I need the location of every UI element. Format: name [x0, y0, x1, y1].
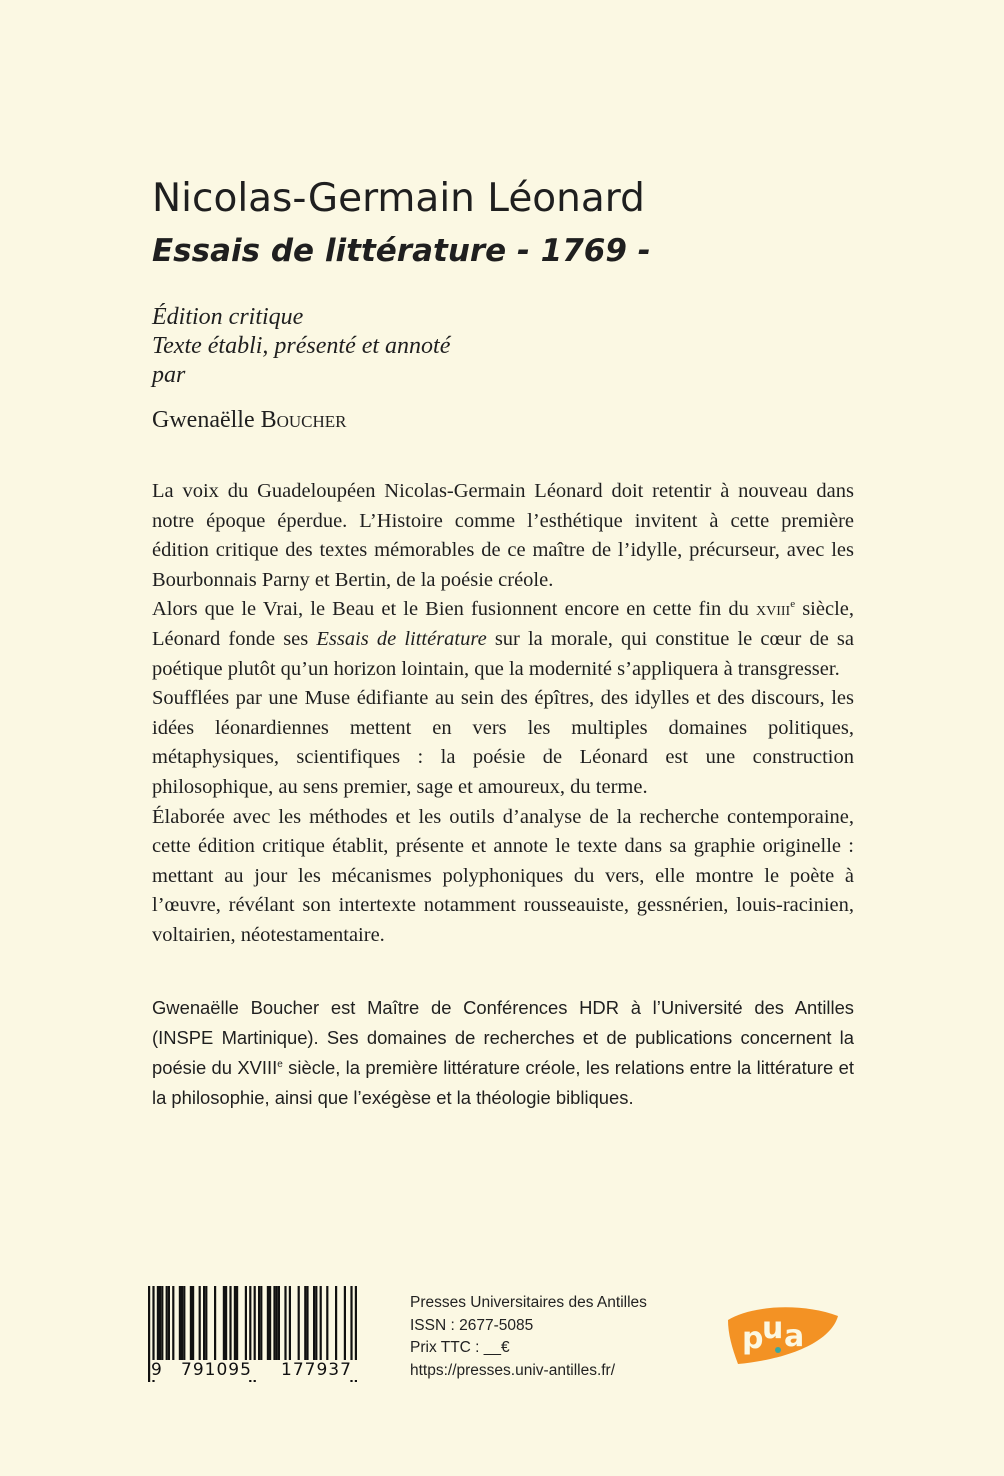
- author-bio: [152, 993, 854, 1113]
- barcode-bar: [236, 1286, 238, 1360]
- barcode-bar: [284, 1286, 286, 1360]
- author-name: Nicolas-Germain Léonard: [152, 176, 645, 221]
- barcode-bar: [304, 1286, 306, 1360]
- barcode-digit-group-left: 791095: [181, 1360, 252, 1380]
- svg-text:u: u: [762, 1311, 784, 1346]
- barcode-bar: [166, 1286, 168, 1360]
- bio-paragraph: Gwenaëlle Boucher est Maître de Conférences HDR à l’Université des Antilles (INSPE Martinique). Ses domaines de recherches et de publications concernent la poésie du XVIIIe siècle, la première littérature créole, les relations entre la littérature et la philosophie, ainsi que l’exégèse et la théologie bibliques.: [152, 997, 854, 1108]
- barcode-bar: [245, 1286, 247, 1360]
- editor-name: [152, 404, 347, 436]
- barcode-bar: [225, 1286, 227, 1360]
- barcode-bar: [168, 1286, 170, 1360]
- barcode-bar: [157, 1286, 159, 1360]
- editor-first-name: Gwenaëlle: [152, 407, 255, 433]
- svg-text:p: p: [742, 1321, 764, 1356]
- barcode-bar: [276, 1286, 278, 1360]
- barcode-bar: [306, 1286, 308, 1360]
- barcode-bar: [289, 1286, 291, 1360]
- barcode-bar: [315, 1286, 317, 1360]
- barcode-bar: [298, 1286, 300, 1360]
- barcode-bar: [344, 1286, 346, 1360]
- barcode-digit-group-right: 177937: [281, 1360, 352, 1380]
- barcode-bar: [192, 1286, 194, 1360]
- barcode-bar: [205, 1286, 207, 1360]
- barcode-bar: [326, 1286, 328, 1360]
- editor-last-name: Boucher: [260, 407, 347, 433]
- barcode-bar: [203, 1286, 205, 1360]
- publisher-logo: [720, 1298, 842, 1366]
- price: Prix TTC : __€: [410, 1339, 510, 1356]
- barcode-bar: [181, 1286, 183, 1360]
- barcode-bar: [258, 1286, 260, 1360]
- barcode-bar: [199, 1286, 201, 1360]
- barcode-bar: [260, 1286, 262, 1360]
- edition-statement: [152, 303, 450, 390]
- barcode-bar: [267, 1286, 269, 1360]
- publisher-name: Presses Universitaires des Antilles: [410, 1294, 647, 1311]
- edition-line: Édition critique: [152, 304, 304, 330]
- barcode-bar: [335, 1286, 337, 1360]
- publisher-url[interactable]: https://presses.univ-antilles.fr/: [410, 1361, 616, 1379]
- barcode-bar: [183, 1286, 185, 1360]
- barcode-bar: [273, 1286, 275, 1360]
- synopsis-paragraph: Élaborée avec les méthodes et les outils d’analyse de la recherche contemporaine, cette édition critique établit, présente et annote le texte dans sa graphie originelle : mettant au jour les mécanismes polyphoniques du vers, elle montre le poète à l’œuvre, révélant son intertexte notamment rousseauiste, gessnérien, louis-racinien, voltairien, néotestamentaire.: [152, 805, 854, 946]
- barcode-bar: [179, 1286, 181, 1360]
- barcode-digits: [151, 1360, 373, 1380]
- synopsis-paragraph: Alors que le Vrai, le Beau et le Bien fusionnent encore en cette fin du xviii$^e$ siècle, Léonard fonde ses Essais de littérature sur la morale, qui constitue le cœur de sa poétique plutôt qu’un horizon lointain, que la modernité s’appliquera à transgresser.: [152, 598, 854, 680]
- barcode-bar: [313, 1286, 315, 1360]
- pua-logo-icon: [720, 1298, 842, 1366]
- barcode-bar: [223, 1286, 225, 1360]
- edition-line: par: [152, 362, 186, 388]
- barcode-digit-prefix: 9: [151, 1360, 163, 1380]
- book-title: Essais de littérature - 1769 -: [152, 233, 651, 269]
- edition-line: Texte établi, présenté et annoté: [152, 333, 451, 359]
- barcode-bar: [269, 1286, 271, 1360]
- synopsis: [152, 477, 854, 951]
- publisher-issn: ISSN : 2677-5085: [410, 1316, 534, 1334]
- barcode-bar: [278, 1286, 280, 1360]
- barcode-bar: [214, 1286, 216, 1360]
- synopsis-paragraph: Soufflées par une Muse édifiante au sein des épîtres, des idylles et des discours, les idées léonardiennes mettent en vers les multiples domaines politiques, métaphysiques, scientifiques : la poésie de Léonard est une construction philosophique, au sens premier, sage et amoureux, du terme.: [152, 687, 854, 798]
- barcode-bar: [172, 1286, 174, 1360]
- publisher-info: [410, 1292, 647, 1382]
- barcode-bar: [148, 1286, 150, 1382]
- synopsis-paragraph: La voix du Guadeloupéen Nicolas-Germain Léonard doit retentir à nouveau dans notre époque éperdue. L’Histoire comme l’esthétique invitent à cette première édition critique des textes mémorables de ce maître de l’idylle, précurseur, avec les Bourbonnais Parny et Bertin, de la poésie créole.: [152, 480, 854, 591]
- barcode-bar: [159, 1286, 161, 1360]
- barcode-bar: [190, 1286, 192, 1360]
- barcode-bar: [229, 1286, 231, 1360]
- barcode-bar: [234, 1286, 236, 1360]
- barcode-bar: [161, 1286, 163, 1360]
- svg-text:a: a: [784, 1319, 805, 1354]
- barcode-bar: [320, 1286, 322, 1360]
